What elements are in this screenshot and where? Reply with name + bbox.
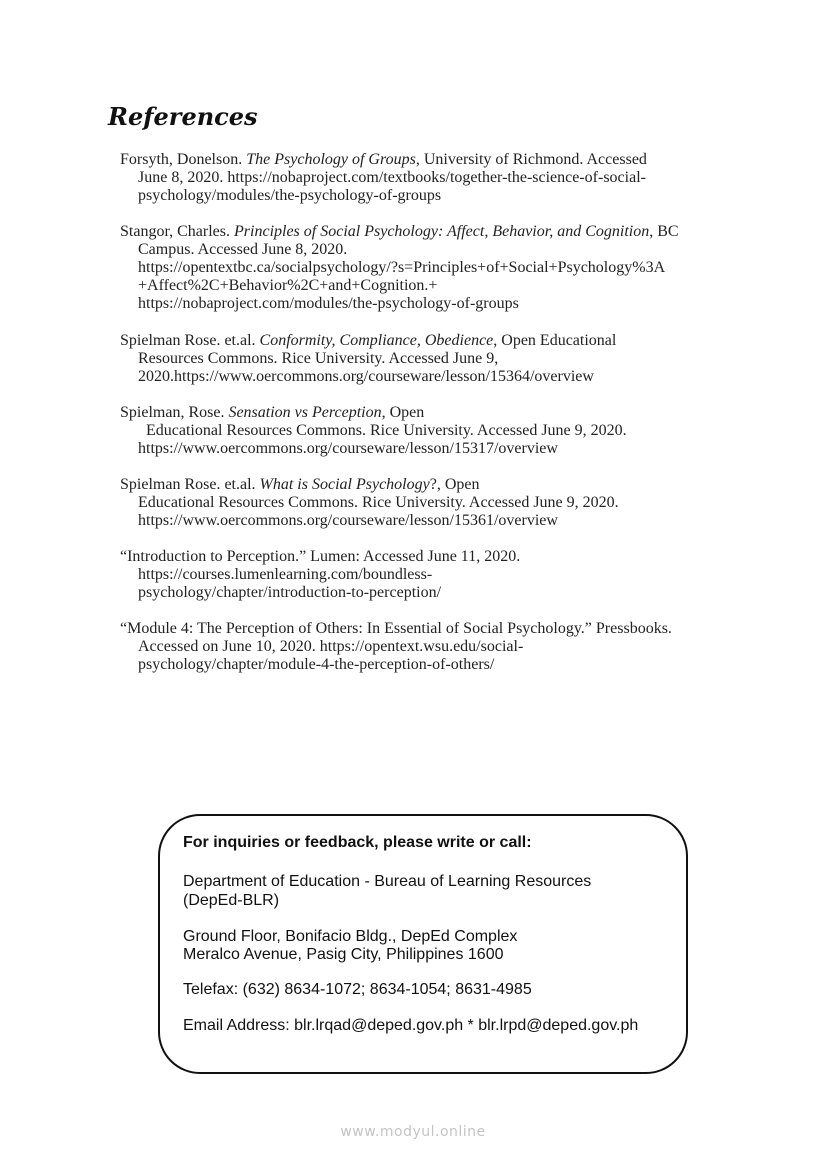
- reference-line: [138, 350, 498, 368]
- reference-text: “Introduction to Perception.” Lumen: Accessed June 11, 2020.: [120, 548, 521, 565]
- page-title: References: [108, 102, 258, 131]
- reference-title: The Psychology of Groups: [246, 151, 416, 168]
- reference-text: psychology/modules/the-psychology-of-groups: [138, 187, 442, 204]
- contact-org-line2: (DepEd-BLR): [183, 892, 280, 909]
- reference-text: , BC: [649, 223, 679, 240]
- reference-line: [138, 277, 437, 295]
- reference-line: [120, 620, 672, 638]
- reference-line: [138, 295, 519, 313]
- reference-title: Principles of Social Psychology: Affect, Behavior, and Cognition: [234, 223, 650, 240]
- reference-title: Sensation vs Perception: [228, 404, 382, 421]
- reference-line: [120, 151, 647, 169]
- reference-line: [138, 241, 347, 259]
- reference-line: [120, 404, 424, 422]
- reference-text: , Open: [381, 404, 425, 421]
- reference-text: https://opentextbc.ca/socialpsychology/?s=Principles+of+Social+Psychology%3A: [138, 259, 666, 276]
- reference-text: “Module 4: The Perception of Others: In Essential of Social Psychology.” Pressbooks.: [120, 620, 672, 637]
- reference-text: Campus. Accessed June 8, 2020.: [138, 241, 348, 258]
- contact-address-line2: Meralco Avenue, Pasig City, Philippines 1600: [183, 946, 504, 963]
- reference-text: , Open Educational: [493, 332, 617, 349]
- reference-text: Forsyth, Donelson.: [120, 151, 247, 168]
- reference-line: [138, 566, 432, 584]
- contact-address-line1: Ground Floor, Bonifacio Bldg., DepEd Complex: [183, 928, 518, 945]
- reference-text: 2020.https://www.oercommons.org/courseware/lesson/15364/overview: [138, 368, 594, 385]
- reference-text: psychology/chapter/module-4-the-perception-of-others/: [138, 656, 495, 673]
- reference-line: [146, 422, 627, 440]
- contact-heading: For inquiries or feedback, please write or call:: [183, 834, 532, 851]
- reference-line: [138, 656, 494, 674]
- watermark: www.modyul.online: [340, 1124, 486, 1140]
- reference-text: psychology/chapter/introduction-to-perception/: [138, 584, 442, 601]
- reference-text: +Affect%2C+Behavior%2C+and+Cognition.+: [138, 277, 438, 294]
- reference-line: [120, 476, 479, 494]
- reference-text: , University of Richmond. Accessed: [415, 151, 647, 168]
- reference-line: [138, 638, 523, 656]
- reference-title: What is Social Psychology: [259, 476, 430, 493]
- reference-text: Resources Commons. Rice University. Accessed June 9,: [138, 350, 499, 367]
- reference-text: https://www.oercommons.org/courseware/lesson/15317/overview: [138, 440, 558, 457]
- reference-line: [138, 512, 558, 530]
- reference-line: [138, 169, 646, 187]
- reference-text: https://nobaproject.com/modules/the-psychology-of-groups: [138, 295, 519, 312]
- reference-text: Spielman Rose. et.al.: [120, 476, 260, 493]
- reference-line: [120, 332, 616, 350]
- contact-org-line1: Department of Education - Bureau of Learning Resources: [183, 873, 592, 890]
- reference-line: [138, 187, 441, 205]
- contact-telefax: Telefax: (632) 8634-1072; 8634-1054; 8631-4985: [183, 981, 532, 998]
- reference-line: [120, 223, 679, 241]
- reference-line: [138, 368, 594, 386]
- reference-text: June 8, 2020. https://nobaproject.com/textbooks/together-the-science-of-social-: [138, 169, 646, 186]
- reference-text: Educational Resources Commons. Rice University. Accessed June 9, 2020.: [146, 422, 627, 439]
- reference-text: Accessed on June 10, 2020. https://opentext.wsu.edu/social-: [138, 638, 524, 655]
- reference-line: [138, 259, 665, 277]
- reference-title: Conformity, Compliance, Obedience: [259, 332, 494, 349]
- reference-line: [138, 494, 619, 512]
- reference-text: Spielman, Rose.: [120, 404, 229, 421]
- reference-line: [138, 440, 558, 458]
- reference-text: Spielman Rose. et.al.: [120, 332, 260, 349]
- reference-line: [138, 584, 441, 602]
- reference-line: [120, 548, 520, 566]
- reference-text: Educational Resources Commons. Rice University. Accessed June 9, 2020.: [138, 494, 619, 511]
- contact-email: Email Address: blr.lrqad@deped.gov.ph * blr.lrpd@deped.gov.ph: [183, 1017, 639, 1034]
- reference-text: ?, Open: [429, 476, 480, 493]
- reference-text: https://www.oercommons.org/courseware/lesson/15361/overview: [138, 512, 558, 529]
- reference-text: https://courses.lumenlearning.com/boundless-: [138, 566, 433, 583]
- reference-text: Stangor, Charles.: [120, 223, 235, 240]
